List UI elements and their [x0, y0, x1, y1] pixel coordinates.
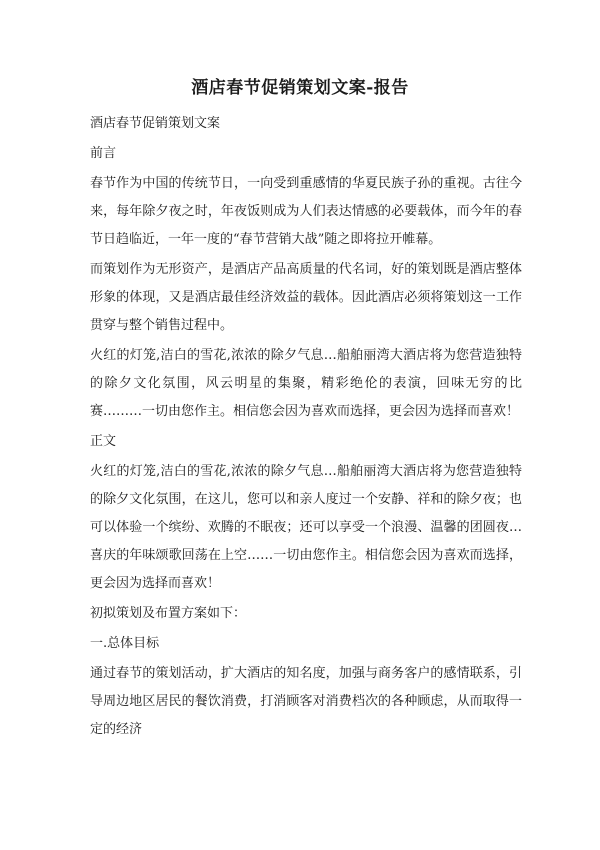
paragraph-atmosphere-preface: 火红的灯笼,洁白的雪花,浓浓的除夕气息…船舶丽湾大酒店将为您营造独特的除夕文化氛围，风云明星的集聚，精彩绝伦的表演，回味无穷的比赛………一切由您作主。相信您会因为喜欢而选择，更会因为选择而喜欢！: [90, 348, 522, 419]
section-heading-preface: 前言: [90, 146, 117, 161]
document-title: 酒店春节促销策划文案-报告: [191, 78, 409, 98]
section-heading-initial-plan: 初拟策划及布置方案如下：: [90, 606, 247, 621]
paragraph-planning-asset: 而策划作为无形资产，是酒店产品高质量的代名词，好的策划既是酒店整体形象的体现，又是酒店最佳经济效益的载体。因此酒店必须将策划这一工作贯穿与整个销售过程中。: [90, 262, 522, 333]
section-heading-overall-goal: 一.总体目标: [90, 636, 160, 651]
paragraph-atmosphere-main: 火红的灯笼,洁白的雪花,浓浓的除夕气息…船舶丽湾大酒店将为您营造独特的除夕文化氛围，在这儿，您可以和亲人度过一个安静、祥和的除夕夜；也可以体验一个缤纷、欢腾的不眠夜；还可以享受一个浪漫、温馨的团圆夜…喜庆的年味颂歌回荡在上空……一切由您作主。相信您会因为喜欢而选择，更会因为选择而喜欢！: [90, 464, 522, 591]
paragraph-overall-goal: 通过春节的策划活动，扩大酒店的知名度，加强与商务客户的感情联系，引导周边地区居民的餐饮消费，打消顾客对消费档次的各种顾虑，从而取得一定的经济: [90, 666, 522, 737]
doc-subtitle: 酒店春节促销策划文案: [90, 116, 221, 131]
document-body: [90, 110, 522, 746]
paragraph-spring-festival-intro: 春节作为中国的传统节日，一向受到重感情的华夏民族子孙的重视。古往今来，每年除夕夜之时，年夜饭则成为人们表达情感的必要载体，而今年的春节日趋临近，一年一度的“春节营销大战”随之即将拉开帷幕。: [90, 176, 522, 247]
section-heading-main-text: 正文: [90, 434, 117, 449]
